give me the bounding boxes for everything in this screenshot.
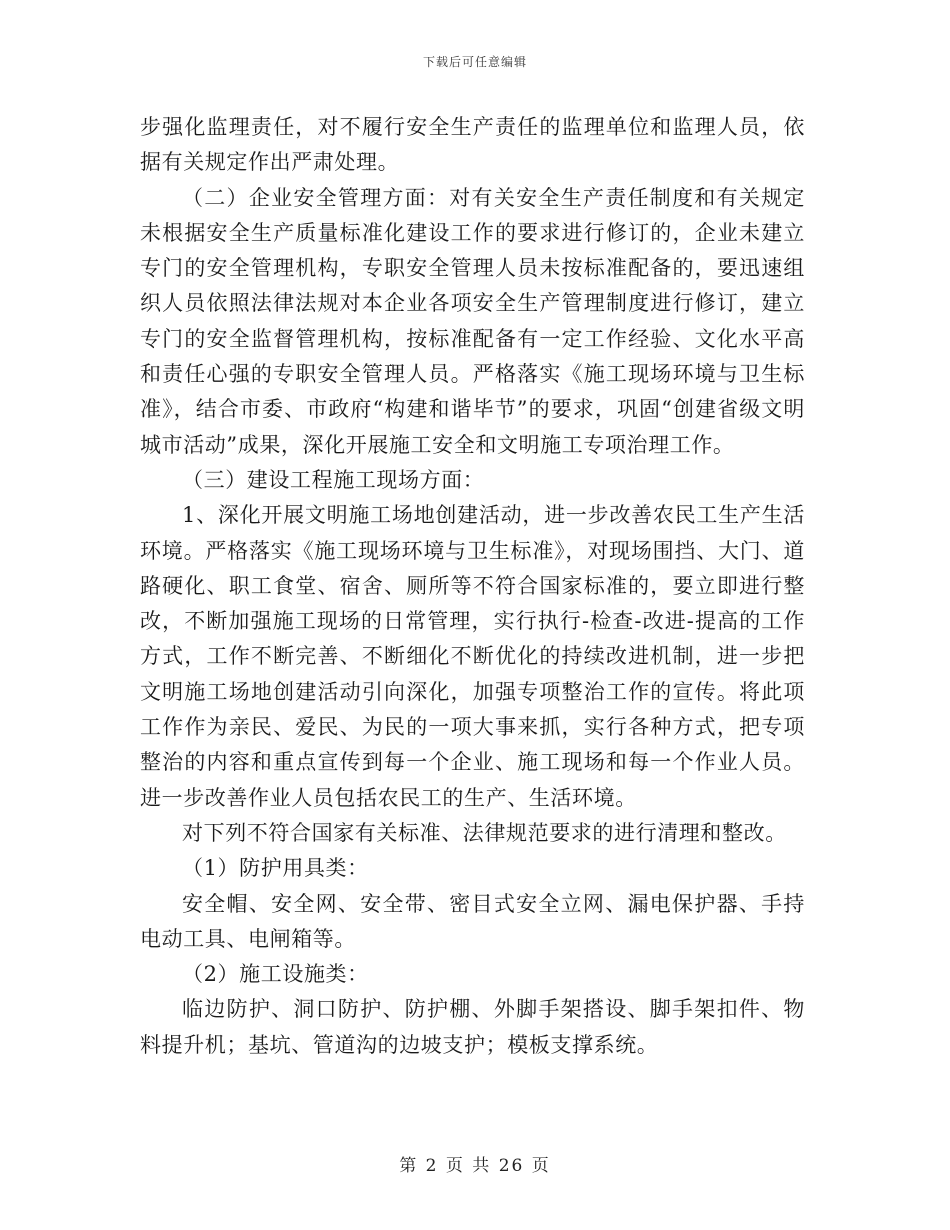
paragraph-rectification-intro: 对下列不符合国家有关标准、法律规范要求的进行清理和整改。 bbox=[182, 820, 787, 845]
paragraph-enterprise-safety-management: （二）企业安全管理方面：对有关安全生产责任制度和有关规定未根据安全生产质量标准化建设工作的要求进行修订的，企业未建立专门的安全管理机构，专职安全管理人员未按标准配备的，要迅速组织人员依照法律法规对本企业各项安全生产管理制度进行修订，建立专门的安全监督管理机构，按标准配备有一定工作经验、文化水平高和责任心强的专职安全管理人员。严格落实《施工现场环境与卫生标准》，结合市委、市政府“构建和谐毕节”的要求，巩固“创建省级文明城市活动”成果，深化开展施工安全和文明施工专项治理工作。 bbox=[140, 185, 805, 457]
paragraph-construction-facilities-list: 临边防护、洞口防护、防护棚、外脚手架搭设、脚手架扣件、物料提升机；基坑、管道沟的边坡支护；模板支撑系统。 bbox=[140, 997, 805, 1057]
paragraph-civilized-construction: 1、深化开展文明施工场地创建活动，进一步改善农民工生产生活环境。严格落实《施工现场环境与卫生标准》，对现场围挡、大门、道路硬化、职工食堂、宿舍、厕所等不符合国家标准的，要立即进行整改，不断加强施工现场的日常管理，实行执行-检查-改进-提高的工作方式，工作不断完善、不断细化不断优化的持续改进机制，进一步把文明施工场地创建活动引向深化，加强专项整治工作的宣传。将此项工作作为亲民、爱民、为民的一项大事来抓，实行各种方式，把专项整治的内容和重点宣传到每一个企业、施工现场和每一个作业人员。进一步改善作业人员包括农民工的生产、生活环境。 bbox=[140, 503, 805, 810]
paragraph-protective-equipment-list: 安全帽、安全网、安全带、密目式安全立网、漏电保护器、手持电动工具、电闸箱等。 bbox=[140, 891, 805, 951]
paragraph-construction-site-heading: （三）建设工程施工现场方面： bbox=[182, 467, 485, 492]
page-header: 下载后可任意编辑 bbox=[422, 55, 527, 69]
paragraph-supervision-duty: 步强化监理责任，对不履行安全生产责任的监理单位和监理人员，依据有关规定作出严肃处理。 bbox=[140, 115, 805, 175]
paragraph-construction-facilities-heading: （2）施工设施类： bbox=[182, 962, 369, 987]
paragraph-protective-equipment-heading: （1）防护用具类： bbox=[182, 856, 369, 881]
page-number-footer: 第 2 页 共 26 页 bbox=[399, 1156, 551, 1176]
document-body bbox=[140, 110, 805, 1063]
